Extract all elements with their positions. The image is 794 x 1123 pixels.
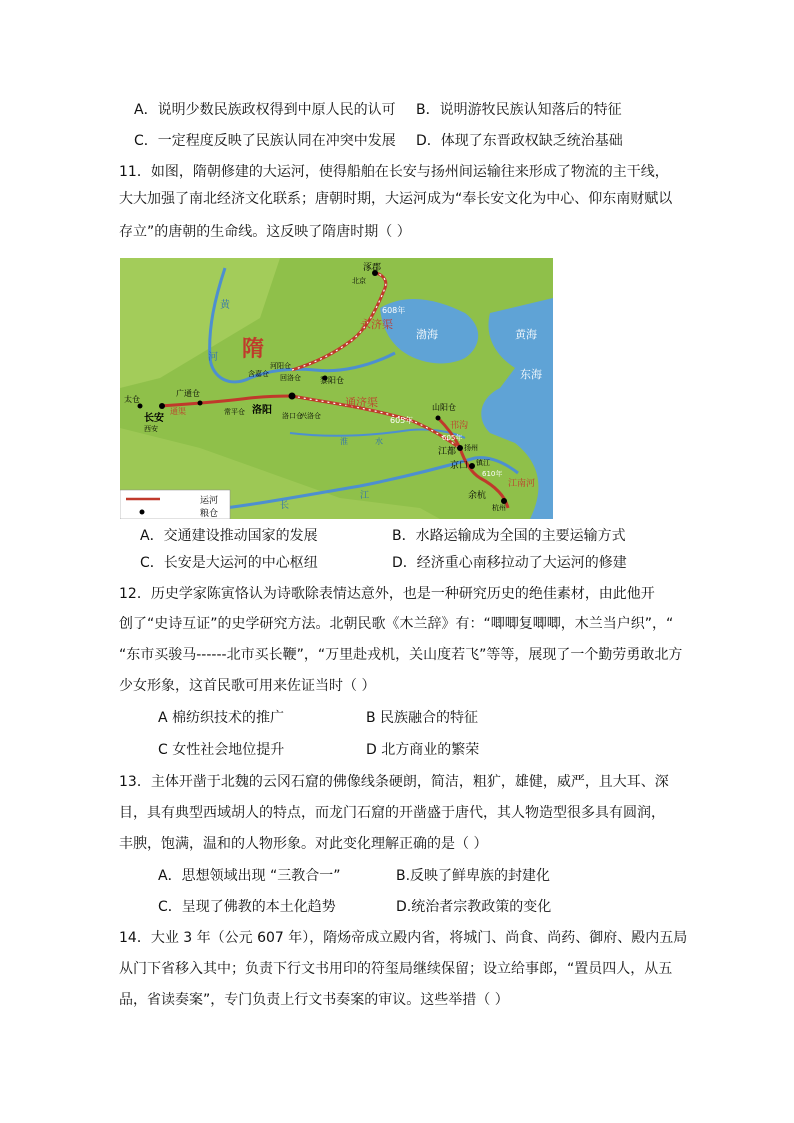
q14-stem-line: 从门下省移入其中；负责下行文书用印的符玺局继续保留；设立给事郎，“置员四人，从五 (119, 961, 673, 977)
sea-label-donghai: 东海 (520, 368, 542, 381)
canal-label-tongji: 通济渠 (345, 396, 378, 409)
city-label-jingkou: 京口 (450, 461, 469, 471)
q12-option-d: D 北方商业的繁荣 (366, 742, 480, 758)
canal-label-jiangnan: 江南河 (508, 479, 536, 489)
city-label-hangzhou: 杭州 (492, 504, 506, 512)
city-label-yuhang: 余杭 (468, 491, 487, 501)
q13-stem-line: 13．主体开凿于北魏的云冈石窟的佛像线条硬朗，简洁，粗犷，雄健，威严，且大耳、深 (119, 774, 669, 790)
q12-option-b: B 民族融合的特征 (366, 710, 479, 726)
q13-option-a: A．思想领域出现 “三教合一” (158, 868, 341, 884)
river-label-huang: 黄 (220, 300, 230, 311)
q11-option-d: D．经济重心南移拉动了大运河的修建 (392, 555, 627, 571)
year-label-610: 610年 (482, 470, 503, 478)
river-label-he: 河 (208, 352, 218, 363)
granary-label-heyang: 河阳仓 (270, 362, 291, 370)
q12-stem-line: “东市买骏马------北市买长鞭”，“万里赴戎机，关山度若飞”等等，展现了一个勤劳勇敢北方 (119, 647, 683, 663)
granary-label-hanjia: 含嘉仓 (248, 370, 269, 378)
city-label-luoyang: 洛阳 (252, 405, 272, 416)
map-title: 隋 (242, 337, 265, 362)
year-label-605b: 605年 (442, 434, 463, 442)
legend-granary-label: 粮仓 (200, 509, 219, 519)
city-label-xian: 西安 (144, 425, 158, 433)
q11-option-a: A．交通建设推动国家的发展 (140, 528, 318, 544)
city-dot-luoyang (289, 393, 296, 400)
legend-canal-label: 运河 (200, 496, 219, 506)
year-label-608: 608年 (382, 306, 406, 315)
q11-stem-line: 11．如图，隋朝修建的大运河，使得船舶在长安与扬州间运输往来形成了物流的主干线， (119, 164, 669, 180)
granary-label-changping: 常平仓 (224, 408, 245, 416)
q10-option-b: B．说明游牧民族认知落后的特征 (416, 102, 622, 118)
sea-label-huanghai: 黄海 (515, 328, 537, 341)
year-label-605a: 605年 (390, 416, 414, 425)
q10-option-d: D．体现了东晋政权缺乏统治基础 (416, 133, 623, 149)
canal-label-hangou: 邗沟 (450, 421, 469, 431)
city-label-zhenjiang: 镇江 (476, 459, 490, 467)
river-label-chang: 长 (280, 501, 290, 511)
granary-dot-shanyang (436, 416, 441, 421)
q14-stem-line: 品，省读奏案”，专门负责上行文书奏案的审议。这些举措（ ） (119, 992, 509, 1008)
q11-stem-line: 大大加强了南北经济文化联系；唐朝时期，大运河成为“奉长安文化为中心、仰东南财赋以 (119, 191, 673, 207)
city-label-zhuojun: 涿郡 (363, 263, 382, 273)
q13-option-b: B.反映了鲜卑族的封建化 (396, 868, 551, 884)
q11-option-b: B．水路运输成为全国的主要运输方式 (392, 528, 626, 544)
river-label-jiang: 江 (360, 491, 370, 501)
q11-option-c: C．长安是大运河的中心枢纽 (140, 555, 318, 571)
canal-label-tongqu: 通渠 (170, 407, 186, 416)
grand-canal-map (120, 258, 553, 519)
q14-stem-line: 14．大业 3 年（公元 607 年），隋炀帝成立殿内省，将城门、尚食、尚药、御府、殿内五局 (119, 930, 688, 946)
granary-label-liyang: 黎阳仓 (320, 376, 344, 385)
granary-label-taicang: 太仓 (124, 395, 140, 404)
q12-option-a: A 棉纺织技术的推广 (158, 710, 285, 726)
sea-label-bohai: 渤海 (416, 328, 438, 341)
city-dot-jiangdu (457, 445, 463, 451)
granary-label-guangtong: 广通仓 (176, 389, 200, 398)
q13-option-d: D.统治者宗教政策的变化 (396, 899, 552, 915)
granary-label-shanyang: 山阳仓 (432, 403, 456, 412)
q13-option-c: C．呈现了佛教的本土化趋势 (158, 899, 336, 915)
q12-option-c: C 女性社会地位提升 (158, 742, 285, 758)
q12-stem-line: 创了“史诗互证”的史学研究方法。北朝民歌《木兰辞》有：“唧唧复唧唧，木兰当户织”，“ (119, 616, 674, 632)
granary-label-xingluo: 兴洛仓 (300, 412, 321, 420)
canal-label-yongji: 永济渠 (360, 318, 393, 331)
q12-stem-line: 少女形象，这首民歌可用来佐证当时（ ） (119, 678, 376, 694)
river-label-huai: 淮 (340, 437, 348, 446)
city-label-changan: 长安 (144, 413, 164, 424)
granary-label-luokou: 洛口仓 (282, 412, 303, 420)
q10-option-c: C．一定程度反映了民族认同在冲突中发展 (134, 133, 396, 149)
legend-granary-swatch (140, 510, 145, 515)
city-label-yangzhou: 扬州 (464, 444, 478, 452)
q13-stem-line: 目，具有典型西域胡人的特点，而龙门石窟的开凿盛于唐代，其人物造型很多具有圆润， (119, 805, 665, 821)
city-label-beijing: 北京 (352, 277, 366, 285)
city-dot-changan (159, 403, 165, 409)
q10-option-a: A．说明少数民族政权得到中原人民的认可 (134, 102, 396, 118)
city-dot-jingkou (469, 463, 475, 469)
granary-dot-guangtong (198, 401, 203, 406)
city-label-jiangdu: 江都 (438, 447, 457, 457)
granary-dot-taicang (138, 404, 143, 409)
q11-stem-line: 存立”的唐朝的生命线。这反映了隋唐时期（ ） (119, 224, 411, 240)
q12-stem-line: 12．历史学家陈寅恪认为诗歌除表情达意外，也是一种研究历史的绝佳素材，由此他开 (119, 586, 655, 602)
q13-stem-line: 丰腴，饱满，温和的人物形象。对此变化理解正确的是（ ） (119, 836, 488, 852)
river-label-shui: 水 (375, 437, 383, 446)
granary-label-huiluo: 回洛仓 (280, 374, 301, 382)
